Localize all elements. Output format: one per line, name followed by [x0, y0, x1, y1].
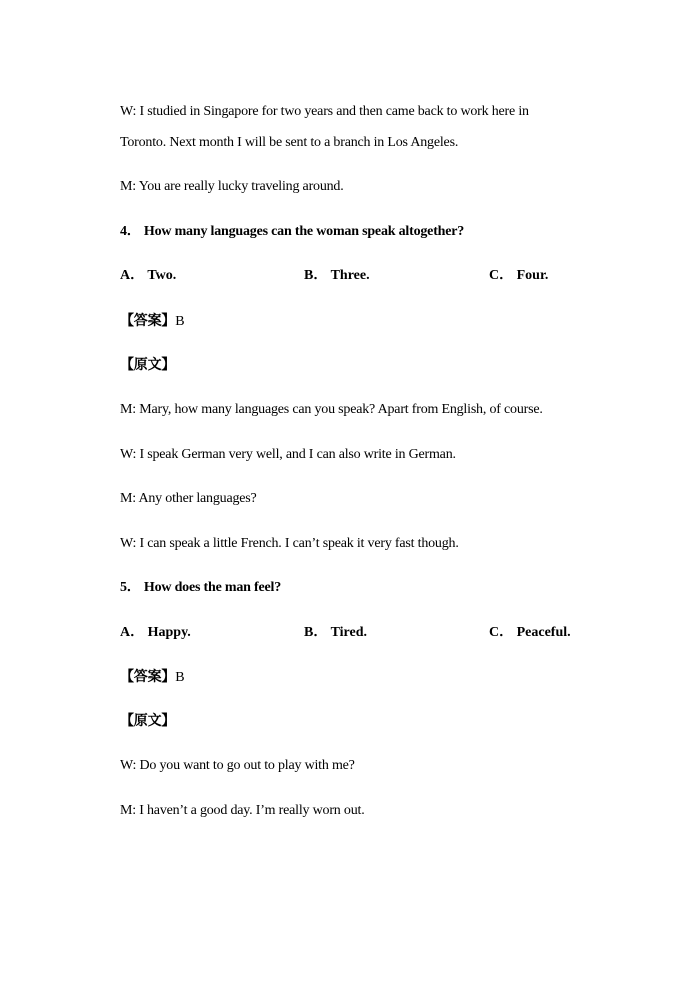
transcript-line: M: I haven’t a good day. I’m really worn out.: [120, 803, 365, 818]
answer-value: B: [175, 670, 185, 685]
question-5-transcript-label: [120, 712, 175, 731]
dialogue-line-w-1: W: I studied in Singapore for two years and then came back to work here in: [120, 104, 529, 119]
transcript-line: W: I can speak a little French. I can’t speak it very fast though.: [120, 536, 459, 551]
question-4-option-c: C． Four.: [489, 268, 549, 283]
transcript-line: M: Any other languages?: [120, 491, 257, 506]
dialogue-line-w-2: Toronto. Next month I will be sent to a branch in Los Angeles.: [120, 135, 459, 150]
question-5-option-b: B． Tired.: [304, 625, 368, 640]
transcript-label: 【原文】: [120, 357, 176, 373]
question-5-answer: [120, 668, 184, 687]
question-4-option-b: B． Three.: [304, 268, 370, 283]
question-5-option-a: A． Happy.: [120, 625, 191, 640]
question-4-answer: [120, 312, 184, 331]
question-4-transcript-label: [120, 356, 175, 375]
question-4-text: 4． How many languages can the woman speak altogether?: [120, 224, 465, 239]
question-4-option-a: A． Two.: [120, 268, 177, 283]
question-5-option-c: C． Peaceful.: [489, 625, 571, 640]
answer-value: B: [175, 314, 185, 329]
transcript-line: W: Do you want to go out to play with me?: [120, 758, 355, 773]
question-5-text: 5． How does the man feel?: [120, 580, 282, 595]
transcript-line: M: Mary, how many languages can you speak? Apart from English, of course.: [120, 402, 543, 417]
transcript-line: W: I speak German very well, and I can also write in German.: [120, 447, 456, 462]
dialogue-line-m: M: You are really lucky traveling around.: [120, 179, 344, 194]
transcript-label: 【原文】: [120, 713, 176, 729]
answer-label: 【答案】: [120, 669, 176, 685]
answer-label: 【答案】: [120, 313, 176, 329]
